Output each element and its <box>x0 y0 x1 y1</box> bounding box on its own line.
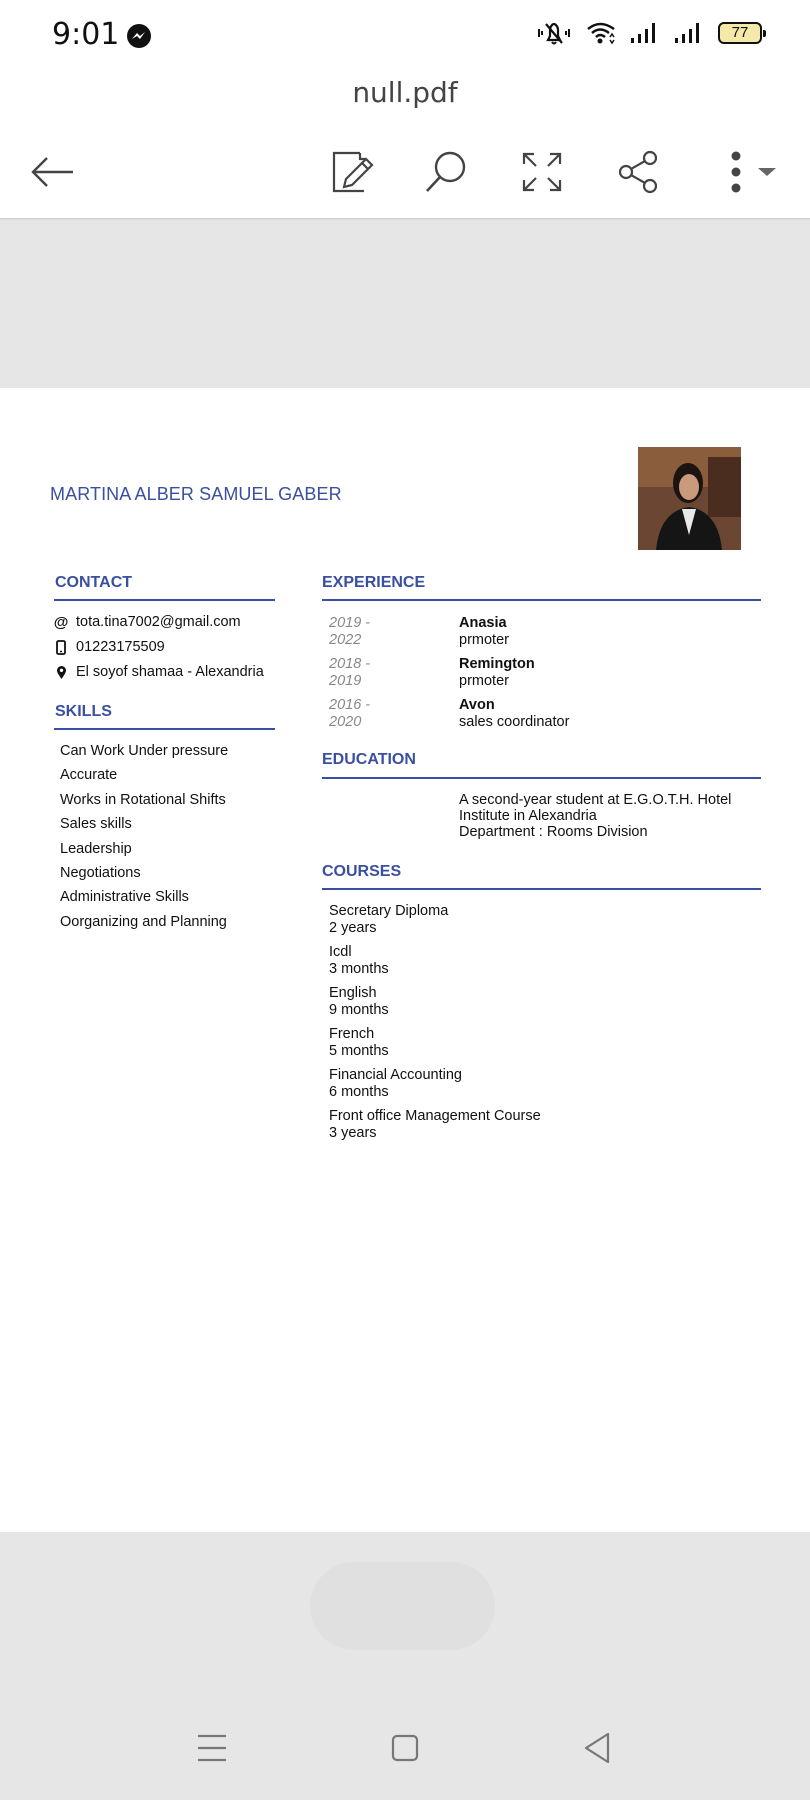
course-duration: 3 years <box>329 1125 377 1141</box>
experience-year-start: 2018 - <box>329 656 371 672</box>
pdf-page[interactable] <box>0 388 810 1532</box>
course-duration: 5 months <box>329 1043 389 1059</box>
contact-email-row <box>54 614 241 630</box>
experience-divider <box>322 599 761 601</box>
mute-icon <box>536 20 572 46</box>
toolbar <box>0 130 810 220</box>
experience-year-start: 2016 - <box>329 697 371 713</box>
course-name: Secretary Diploma <box>329 903 449 919</box>
experience-company: Remington <box>459 656 535 672</box>
contact-phone-row <box>54 639 165 655</box>
experience-role: prmoter <box>459 632 509 648</box>
wifi-icon <box>586 21 616 45</box>
courses-section-title: COURSES <box>322 863 402 880</box>
experience-years <box>329 656 389 690</box>
course-duration: 9 months <box>329 1002 389 1018</box>
experience-years <box>329 615 389 649</box>
experience-role: sales coordinator <box>459 714 570 730</box>
messenger-icon <box>126 23 152 49</box>
skill-item: Oorganizing and Planning <box>60 914 227 930</box>
skill-item: Works in Rotational Shifts <box>60 792 226 808</box>
education-line: Department : Rooms Division <box>459 824 648 840</box>
contact-address-row <box>54 664 264 680</box>
contact-phone[interactable]: 01223175509 <box>76 639 165 655</box>
skill-item: Administrative Skills <box>60 889 189 905</box>
experience-company: Anasia <box>459 615 507 631</box>
course-duration: 6 months <box>329 1084 389 1100</box>
status-bar <box>0 0 810 70</box>
status-time: 9:01 <box>52 17 120 52</box>
battery-icon: 77 <box>718 22 762 44</box>
page-indicator-pill[interactable] <box>310 1562 495 1650</box>
skills-section-title: SKILLS <box>55 703 112 720</box>
experience-year-end: 2019 <box>329 673 362 689</box>
experience-company: Avon <box>459 697 495 713</box>
course-duration: 3 months <box>329 961 389 977</box>
skill-item: Negotiations <box>60 865 141 881</box>
contact-address: El soyof shamaa - Alexandria <box>76 664 264 680</box>
contact-divider <box>54 599 275 601</box>
experience-role: prmoter <box>459 673 509 689</box>
skill-item: Can Work Under pressure <box>60 743 229 759</box>
profile-photo <box>638 447 741 550</box>
experience-years <box>329 697 389 731</box>
experience-year-start: 2019 - <box>329 615 371 631</box>
share-icon[interactable] <box>612 146 664 198</box>
course-name: Financial Accounting <box>329 1067 462 1083</box>
skill-item: Sales skills <box>60 816 132 832</box>
search-icon[interactable] <box>420 146 472 198</box>
location-pin-icon <box>54 664 68 680</box>
at-icon: @ <box>53 613 69 631</box>
home-icon[interactable] <box>385 1728 425 1768</box>
course-name: English <box>329 985 377 1001</box>
education-divider <box>322 777 761 779</box>
contact-email[interactable]: tota.tina7002@gmail.com <box>76 614 241 630</box>
skills-divider <box>54 728 275 730</box>
signal-icon <box>630 21 660 45</box>
signal-icon <box>674 21 704 45</box>
experience-year-end: 2022 <box>329 632 362 648</box>
course-duration: 2 years <box>329 920 377 936</box>
viewer-background <box>0 220 810 388</box>
status-icons <box>536 20 762 46</box>
menu-icon[interactable] <box>192 1728 232 1768</box>
education-section-title: EDUCATION <box>322 751 416 768</box>
course-name: Icdl <box>329 944 352 960</box>
more-vertical-icon[interactable] <box>716 146 786 198</box>
contact-section-title: CONTACT <box>55 574 133 591</box>
education-line: A second-year student at E.G.O.T.H. Hotel <box>459 792 732 808</box>
back-icon[interactable] <box>578 1728 618 1768</box>
fullscreen-icon[interactable] <box>516 146 568 198</box>
phone-icon <box>54 639 68 655</box>
course-name: Front office Management Course <box>329 1108 541 1124</box>
education-line: Institute in Alexandria <box>459 808 597 824</box>
cv-name: MARTINA ALBER SAMUEL GABER <box>50 484 342 504</box>
experience-year-end: 2020 <box>329 714 362 730</box>
edit-document-icon[interactable] <box>326 146 378 198</box>
skill-item: Accurate <box>60 767 118 783</box>
experience-section-title: EXPERIENCE <box>322 574 426 591</box>
skill-item: Leadership <box>60 841 132 857</box>
back-arrow-icon[interactable] <box>26 146 78 198</box>
course-name: French <box>329 1026 375 1042</box>
document-title: null.pdf <box>352 76 458 109</box>
courses-divider <box>322 888 761 890</box>
